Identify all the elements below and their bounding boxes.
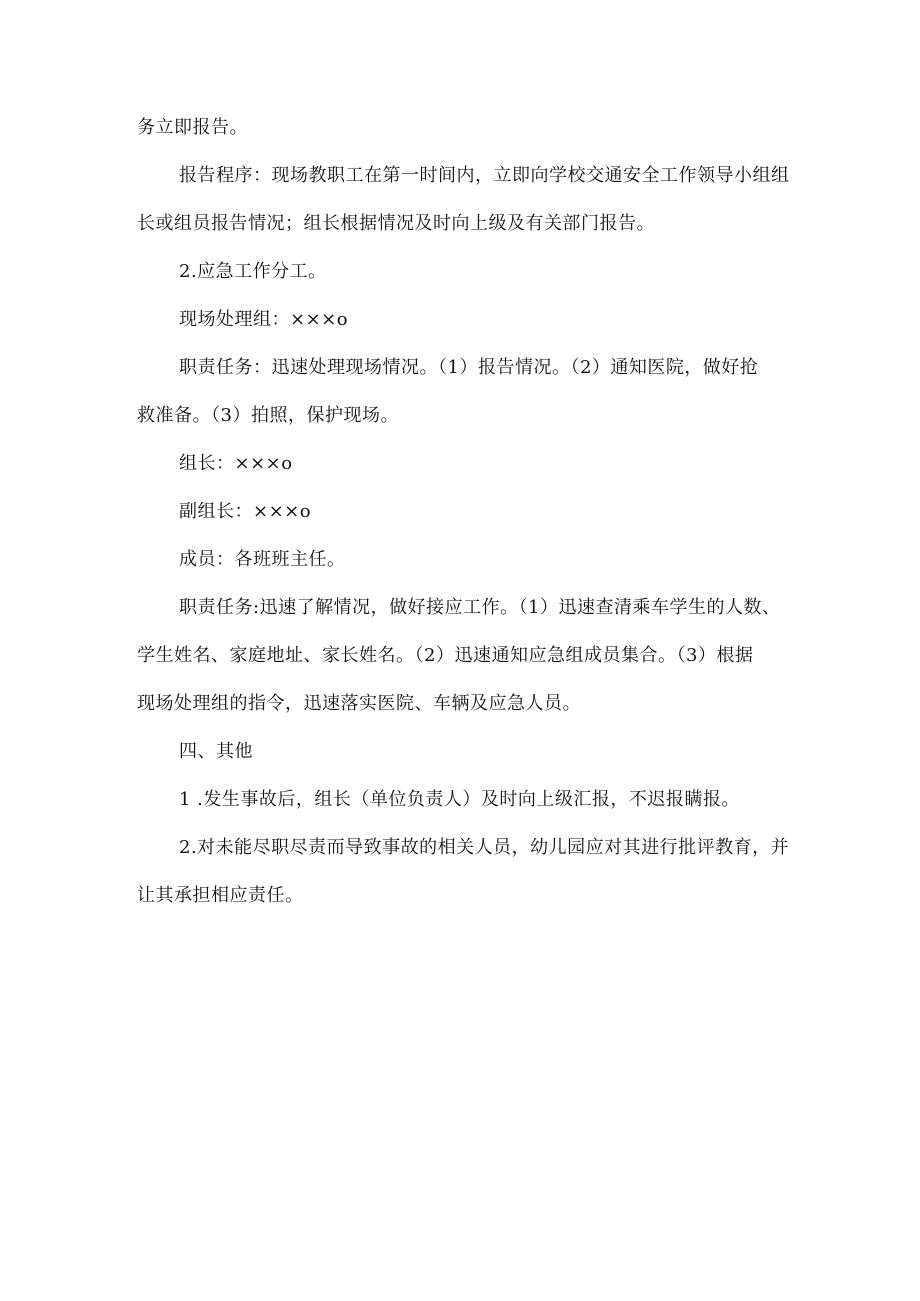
section-heading-4: 四、其他 xyxy=(179,741,253,762)
body-line-5: 现场处理组：×××o xyxy=(179,309,349,330)
body-line-13: 现场处理组的指令，迅速落实医院、车辆及应急人员。 xyxy=(137,693,581,714)
document-body xyxy=(137,104,797,920)
body-line-11: 职责任务:迅速了解情况，做好接应工作。（1）迅速查清乘车学生的人数、 xyxy=(179,597,781,618)
body-line-2: 报告程序：现场教职工在第一时间内，立即向学校交通安全工作领导小组组 xyxy=(179,165,790,186)
body-line-8: 组长：×××o xyxy=(179,453,293,474)
body-line-15: 1 .发生事故后，组长（单位负责人）及时向上级汇报，不迟报瞒报。 xyxy=(179,789,740,810)
body-line-9: 副组长：×××o xyxy=(179,501,312,522)
body-line-12: 学生姓名、家庭地址、家长姓名。（2）迅速通知应急组成员集合。（3）根据 xyxy=(137,645,754,666)
body-line-7: 救准备。（3）拍照，保护现场。 xyxy=(137,405,399,426)
body-line-6: 职责任务：迅速处理现场情况。（1）报告情况。（2）通知医院，做好抢 xyxy=(179,357,759,378)
body-line-17: 让其承担相应责任。 xyxy=(137,885,304,906)
body-line-1: 务立即报告。 xyxy=(137,117,248,138)
body-line-16: 2.对未能尽职尽责而导致事故的相关人员，幼儿园应对其进行批评教育，并 xyxy=(179,837,790,858)
body-line-3: 长或组员报告情况；组长根据情况及时向上级及有关部门报告。 xyxy=(137,213,655,234)
section-heading-2: 2.应急工作分工。 xyxy=(179,261,327,282)
body-line-10: 成员：各班班主任。 xyxy=(179,549,346,570)
